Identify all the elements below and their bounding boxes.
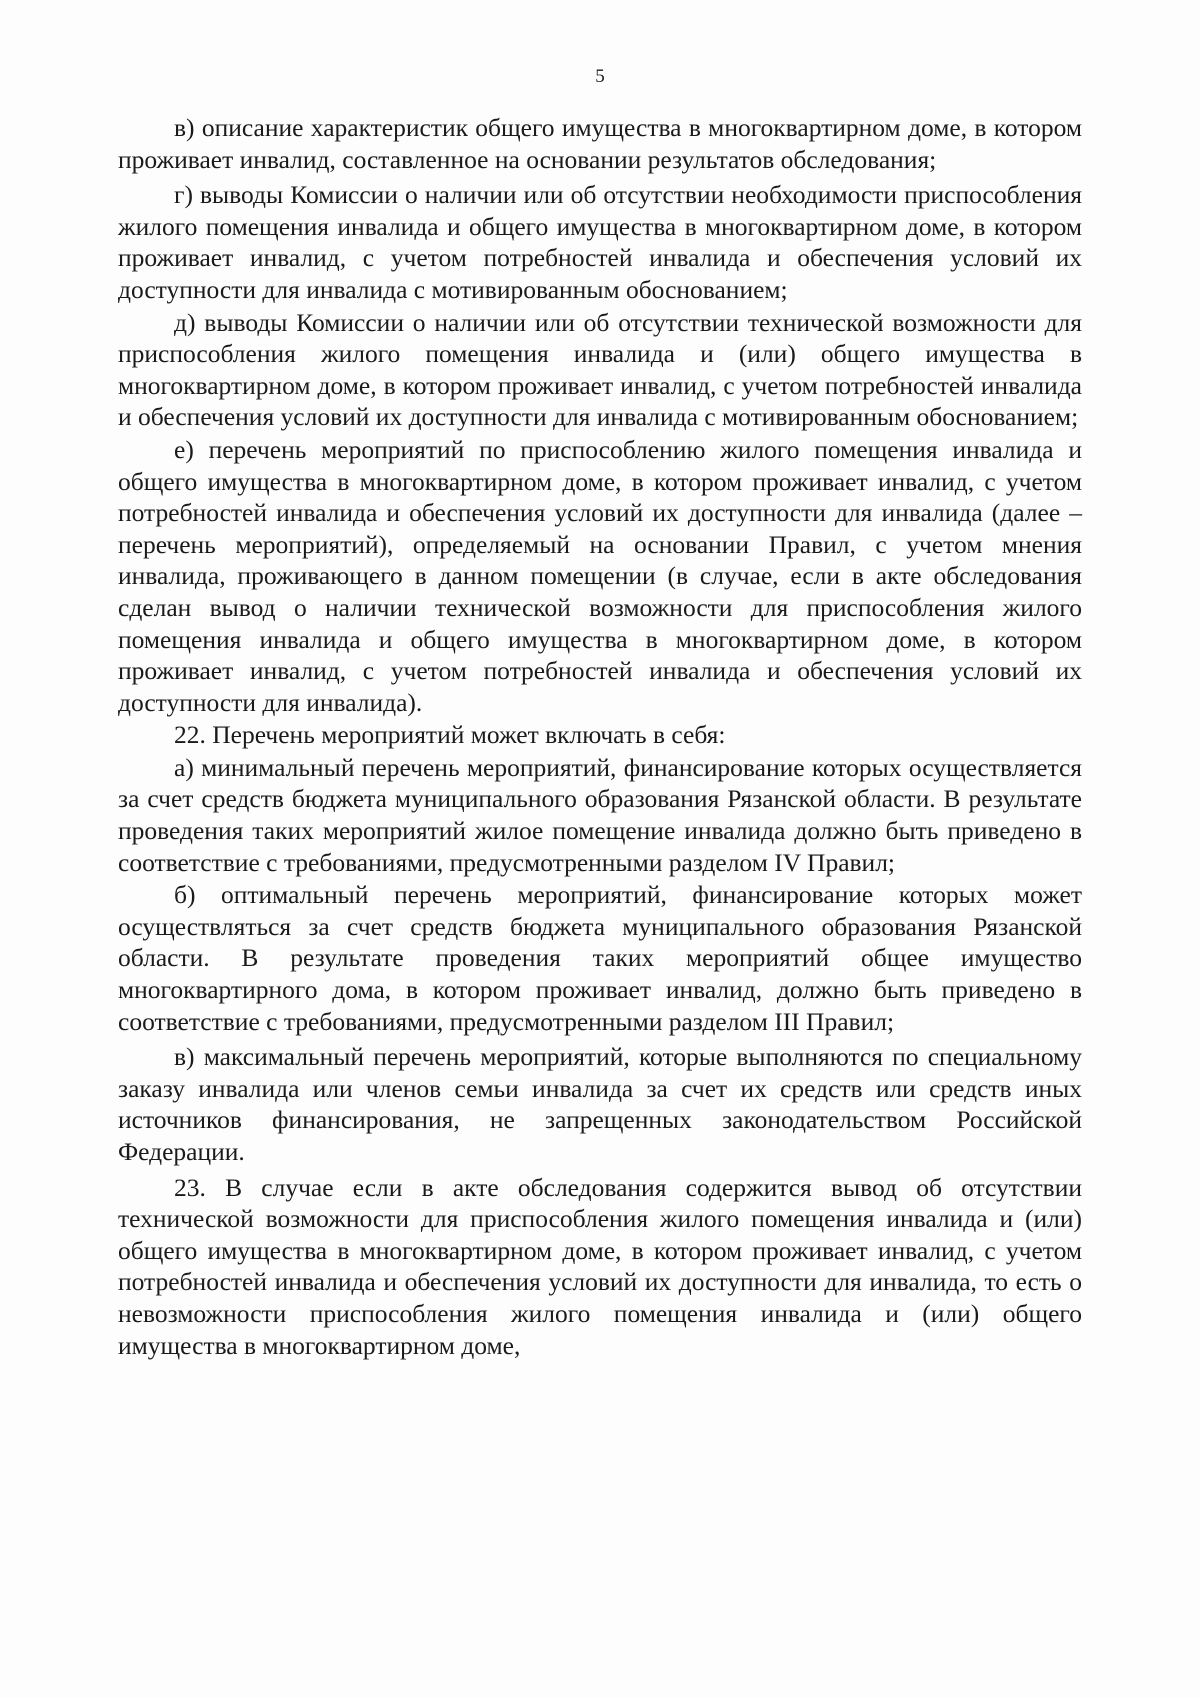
paragraph-clause-23: 23. В случае если в акте обследования содержится вывод об отсутствии технической возможности для приспособления жилого помещения инвалида и (или) общего имущества в многоквартирном доме, в котором проживает инвалид, с учетом потребностей инвалида и обеспечения условий их доступности для инвалида, то есть о невозможности приспособления жилого помещения инвалида и (или) общего имущества в многоквартирном доме, (118, 1172, 1082, 1360)
paragraph-item-v-maximal: в) максимальный перечень мероприятий, которые выполняются по специальному заказу инвалида или членов семьи инвалида за счет их средств или средств иных источников финансирования, не запрещенных законодательством Российской Федерации. (118, 1042, 1082, 1166)
document-body (118, 112, 1082, 1362)
paragraph-item-a-minimal: а) минимальный перечень мероприятий, финансирование которых осуществляется за счет средств бюджета муниципального образования Рязанской области. В результате проведения таких мероприятий жилое помещение инвалида должно быть приведено в соответствие с требованиями, предусмотренными разделом IV Правил; (118, 752, 1082, 877)
paragraph-item-e-measures-list: е) перечень мероприятий по приспособлению жилого помещения инвалида и общего имущества в многоквартирном доме, в котором проживает инвалид, с учетом потребностей инвалида и обеспечения условий их доступности для инвалида (далее – перечень мероприятий), определяемый на основании Правил, с учетом мнения инвалида, проживающего в данном помещении (в случае, если в акте обследования сделан вывод о наличии технической возможности для приспособления жилого помещения инвалида и общего имущества в многоквартирном доме, в котором проживает инвалид, с учетом потребностей инвалида и обеспечения условий их доступности для инвалида). (118, 434, 1082, 717)
paragraph-item-d-conclusions: д) выводы Комиссии о наличии или об отсутствии технической возможности для приспособления жилого помещения инвалида и (или) общего имущества в многоквартирном доме, в котором проживает инвалид, с учетом потребностей инвалида и обеспечения условий их доступности для инвалида с мотивированным обоснованием; (118, 307, 1082, 432)
paragraph-clause-22: 22. Перечень мероприятий может включать в себя: (174, 720, 726, 750)
paragraph-item-v-description: в) описание характеристик общего имущества в многоквартирном доме, в котором проживает инвалид, составленное на основании результатов обследования; (118, 113, 1082, 174)
paragraph-item-g-conclusions: г) выводы Комиссии о наличии или об отсутствии необходимости приспособления жилого помещения инвалида и общего имущества в многоквартирном доме, в котором проживает инвалид, с учетом потребностей инвалида и обеспечения условий их доступности для инвалида с мотивированным обоснованием; (118, 180, 1082, 304)
page-number: 5 (595, 66, 605, 87)
paragraph-item-b-optimal: б) оптимальный перечень мероприятий, финансирование которых может осуществляться за счет средств бюджета муниципального образования Рязанской области. В результате проведения таких мероприятий общее имущество многоквартирного дома, в котором проживает инвалид, должно быть приведено в соответствие с требованиями, предусмотренными разделом III Правил; (118, 880, 1082, 1036)
